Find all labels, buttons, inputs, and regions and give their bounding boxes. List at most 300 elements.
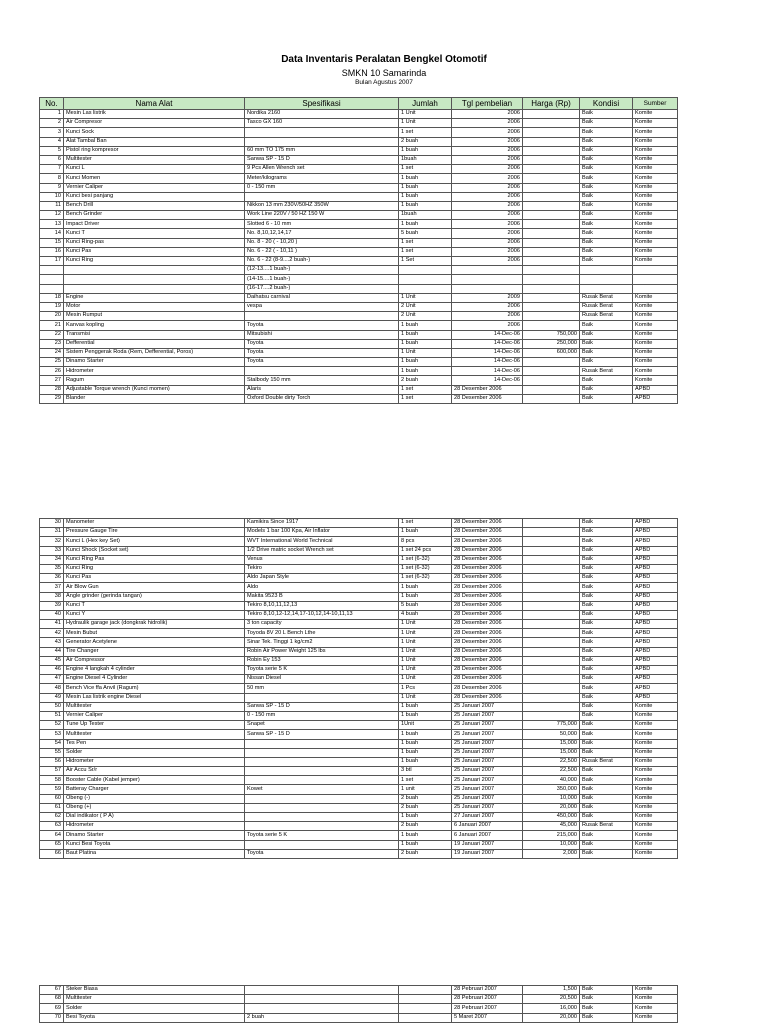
cell-kondisi: Baik [580,183,633,192]
cell-harga [523,367,580,376]
cell-nama-alat: Dinamo Starter [64,358,245,367]
cell-sumber [633,275,678,284]
cell-tgl-pembelian: 2006 [452,302,523,311]
cell-no: 48 [40,684,64,693]
cell-no: 32 [40,537,64,546]
cell-sumber: APBD [633,620,678,629]
cell-tgl-pembelian [452,266,523,275]
cell-tgl-pembelian: 2006 [452,247,523,256]
cell-kondisi: Baik [580,528,633,537]
cell-nama-alat: Steker Biasa [64,986,245,995]
table-row [40,211,678,220]
table-row [40,302,678,311]
cell-harga [523,321,580,330]
cell-no: 47 [40,675,64,684]
cell-tgl-pembelian: 25 Januari 2007 [452,785,523,794]
cell-sumber: Komite [633,211,678,220]
cell-tgl-pembelian: 28 Desember 2006 [452,620,523,629]
cell-jumlah: 5 buah [399,229,452,238]
cell-no: 58 [40,776,64,785]
cell-sumber: Komite [633,146,678,155]
cell-sumber: APBD [633,675,678,684]
table-row [40,174,678,183]
cell-sumber: Komite [633,822,678,831]
cell-harga: 20,000 [523,803,580,812]
cell-kondisi: Baik [580,174,633,183]
table-row [40,146,678,155]
cell-sumber: APBD [633,592,678,601]
document-title: Data Inventaris Peralatan Bengkel Otomotif [281,54,487,65]
cell-spesifikasi: Nordika 2160 [245,110,399,119]
cell-kondisi: Baik [580,684,633,693]
cell-tgl-pembelian: 14-Dec-06 [452,367,523,376]
table-row [40,813,678,822]
cell-kondisi: Rusak Berat [580,822,633,831]
cell-no: 56 [40,757,64,766]
cell-spesifikasi [245,794,399,803]
cell-spesifikasi: Aldo [245,583,399,592]
cell-kondisi: Baik [580,849,633,858]
cell-harga [523,385,580,394]
cell-nama-alat: Sistem Penggerak Roda (Rem, Defferential, Poros) [64,348,245,357]
cell-sumber: APBD [633,394,678,403]
cell-sumber: Komite [633,220,678,229]
table-row [40,610,678,619]
cell-nama-alat: Solder [64,748,245,757]
cell-no: 61 [40,803,64,812]
cell-spesifikasi [245,813,399,822]
cell-spesifikasi [245,803,399,812]
table-row [40,247,678,256]
cell-kondisi: Baik [580,794,633,803]
cell-spesifikasi: vespa [245,302,399,311]
cell-no: 52 [40,721,64,730]
cell-sumber: Komite [633,1013,678,1022]
cell-nama-alat: Solder [64,1004,245,1013]
cell-harga [523,192,580,201]
cell-harga [523,647,580,656]
cell-jumlah: 1 Unit [399,638,452,647]
cell-no [40,275,64,284]
cell-no: 2 [40,119,64,128]
cell-no: 11 [40,201,64,210]
cell-nama-alat: Kunci L [64,165,245,174]
cell-sumber: APBD [633,666,678,675]
cell-spesifikasi [245,776,399,785]
cell-nama-alat: Kunci T [64,229,245,238]
cell-harga: 16,000 [523,1004,580,1013]
table-row [40,711,678,720]
cell-spesifikasi: Toyota serie 5 K [245,666,399,675]
cell-sumber: APBD [633,574,678,583]
table-row [40,1004,678,1013]
cell-tgl-pembelian: 28 Pebruari 2007 [452,1004,523,1013]
cell-tgl-pembelian: 28 Desember 2006 [452,647,523,656]
cell-harga [523,394,580,403]
table-row [40,693,678,702]
cell-sumber: APBD [633,684,678,693]
cell-harga: 20,000 [523,1013,580,1022]
cell-sumber: APBD [633,638,678,647]
cell-tgl-pembelian: 14-Dec-06 [452,339,523,348]
cell-sumber: Komite [633,803,678,812]
cell-spesifikasi: Mitsubishi [245,330,399,339]
cell-harga [523,275,580,284]
cell-nama-alat: Multitester [64,730,245,739]
cell-harga [523,312,580,321]
cell-tgl-pembelian: 25 Januari 2007 [452,767,523,776]
cell-no: 49 [40,693,64,702]
cell-sumber: Komite [633,312,678,321]
cell-nama-alat: Transmisi [64,330,245,339]
cell-harga [523,183,580,192]
cell-no: 39 [40,601,64,610]
cell-nama-alat: Angle grinder (gerinda tangan) [64,592,245,601]
cell-jumlah: 1 Unit [399,675,452,684]
cell-kondisi: Baik [580,110,633,119]
cell-jumlah: 2 buah [399,137,452,146]
cell-kondisi: Baik [580,601,633,610]
table-row [40,803,678,812]
cell-kondisi: Baik [580,702,633,711]
cell-nama-alat: Multitester [64,702,245,711]
cell-harga [523,266,580,275]
cell-harga [523,528,580,537]
cell-no: 34 [40,555,64,564]
cell-no: 12 [40,211,64,220]
cell-nama-alat: Bench Grinder [64,211,245,220]
cell-sumber: Komite [633,721,678,730]
cell-sumber: Komite [633,165,678,174]
cell-nama-alat: Kunci Pas [64,574,245,583]
table-row [40,257,678,266]
cell-spesifikasi: Robin Ey 153 [245,656,399,665]
cell-kondisi: Baik [580,128,633,137]
cell-tgl-pembelian: 28 Desember 2006 [452,601,523,610]
cell-sumber: Komite [633,293,678,302]
cell-kondisi: Baik [580,721,633,730]
cell-no: 65 [40,840,64,849]
cell-tgl-pembelian: 28 Desember 2006 [452,394,523,403]
cell-jumlah: 1 set [399,238,452,247]
cell-sumber: APBD [633,537,678,546]
cell-no: 62 [40,813,64,822]
cell-harga [523,257,580,266]
table-row [40,684,678,693]
cell-tgl-pembelian: 2006 [452,312,523,321]
cell-spesifikasi: Slotted 6 - 10 mm [245,220,399,229]
cell-jumlah: 1 Unit [399,620,452,629]
cell-tgl-pembelian: 25 Januari 2007 [452,702,523,711]
cell-sumber: APBD [633,610,678,619]
cell-jumlah: 1 set [399,394,452,403]
cell-sumber: APBD [633,629,678,638]
cell-sumber: Komite [633,739,678,748]
table-row [40,794,678,803]
cell-sumber: Komite [633,995,678,1004]
cell-spesifikasi: 9 Pcs Allen Wrench set [245,165,399,174]
cell-jumlah: 4 buah [399,610,452,619]
cell-harga [523,610,580,619]
cell-spesifikasi: Tekiro 8,10,11,12,13 [245,601,399,610]
cell-nama-alat: Air Compressor [64,656,245,665]
cell-jumlah: 2 Unit [399,312,452,321]
cell-spesifikasi: Robin Air Power Weight 125 lbs [245,647,399,656]
cell-harga: 215,000 [523,831,580,840]
cell-spesifikasi [245,822,399,831]
cell-harga: 20,500 [523,995,580,1004]
cell-sumber: Komite [633,840,678,849]
cell-jumlah: 1 set [399,385,452,394]
cell-jumlah: 1 Unit [399,629,452,638]
cell-kondisi: Baik [580,137,633,146]
cell-kondisi: Baik [580,803,633,812]
cell-nama-alat: Dinamo Starter [64,831,245,840]
table-row [40,394,678,403]
cell-nama-alat [64,275,245,284]
cell-no: 45 [40,656,64,665]
cell-kondisi: Baik [580,592,633,601]
cell-spesifikasi [245,767,399,776]
cell-sumber [633,266,678,275]
cell-tgl-pembelian: 19 Januari 2007 [452,849,523,858]
cell-kondisi: Baik [580,220,633,229]
cell-jumlah: 1 set (6-32) [399,564,452,573]
cell-sumber: Komite [633,201,678,210]
table-row [40,574,678,583]
cell-spesifikasi: Toyota [245,321,399,330]
cell-spesifikasi: 0 - 150 mm [245,183,399,192]
cell-kondisi: Baik [580,647,633,656]
col-header-nama-alat: Nama Alat [64,98,245,110]
cell-tgl-pembelian: 28 Desember 2006 [452,528,523,537]
cell-harga: 22,500 [523,757,580,766]
table-row [40,592,678,601]
cell-kondisi: Baik [580,831,633,840]
cell-tgl-pembelian: 2006 [452,321,523,330]
table-row [40,620,678,629]
cell-jumlah: 1 Unit [399,119,452,128]
cell-jumlah: 1 buah [399,583,452,592]
cell-sumber: Komite [633,174,678,183]
cell-no: 60 [40,794,64,803]
cell-jumlah: 1 set (6-32) [399,574,452,583]
cell-kondisi: Baik [580,748,633,757]
cell-tgl-pembelian: 2006 [452,146,523,155]
cell-sumber: Komite [633,339,678,348]
cell-spesifikasi [245,192,399,201]
cell-harga: 2,000 [523,849,580,858]
cell-no: 29 [40,394,64,403]
cell-spesifikasi [245,128,399,137]
cell-harga [523,583,580,592]
cell-nama-alat: Kunci Y [64,610,245,619]
cell-harga [523,537,580,546]
cell-nama-alat: Kunci Ring [64,564,245,573]
table-row [40,238,678,247]
cell-nama-alat: Tire Changer [64,647,245,656]
school-name: SMKN 10 Samarinda [341,68,427,78]
cell-harga [523,284,580,293]
cell-harga [523,620,580,629]
cell-no: 31 [40,528,64,537]
cell-nama-alat: Kunci Ring Pas [64,555,245,564]
cell-jumlah: 1 set [399,165,452,174]
cell-harga [523,574,580,583]
cell-jumlah: 1 buah [399,757,452,766]
cell-jumlah: 1Unit [399,721,452,730]
cell-nama-alat: Kunci L (Hex key Set) [64,537,245,546]
cell-tgl-pembelian: 2006 [452,211,523,220]
cell-tgl-pembelian: 28 Desember 2006 [452,564,523,573]
cell-harga [523,229,580,238]
cell-no: 18 [40,293,64,302]
cell-jumlah: 1 buah [399,592,452,601]
table-row [40,721,678,730]
cell-kondisi: Baik [580,693,633,702]
cell-kondisi: Baik [580,785,633,794]
cell-nama-alat: Adjustable Torque wrench (Kunci momen) [64,385,245,394]
cell-jumlah [399,266,452,275]
cell-spesifikasi [245,840,399,849]
cell-tgl-pembelian: 2006 [452,137,523,146]
cell-tgl-pembelian: 28 Desember 2006 [452,592,523,601]
cell-jumlah: 1 set [399,128,452,137]
cell-sumber: APBD [633,385,678,394]
cell-harga: 1,500 [523,986,580,995]
cell-spesifikasi: Toyota [245,339,399,348]
cell-kondisi [580,275,633,284]
cell-harga [523,564,580,573]
cell-harga [523,211,580,220]
table-row [40,229,678,238]
cell-tgl-pembelian: 2006 [452,119,523,128]
cell-tgl-pembelian: 19 Januari 2007 [452,840,523,849]
table-row [40,183,678,192]
cell-kondisi: Baik [580,629,633,638]
cell-kondisi: Baik [580,555,633,564]
cell-kondisi: Baik [580,358,633,367]
cell-sumber: APBD [633,555,678,564]
cell-sumber: APBD [633,519,678,528]
col-header-kondisi: Kondisi [580,98,633,110]
cell-no: 9 [40,183,64,192]
cell-no [40,266,64,275]
cell-no: 35 [40,564,64,573]
cell-harga [523,201,580,210]
cell-tgl-pembelian [452,284,523,293]
cell-harga [523,376,580,385]
cell-jumlah: 1 buah [399,220,452,229]
cell-jumlah: 1 set [399,247,452,256]
table-row [40,564,678,573]
cell-nama-alat: Kunci T [64,601,245,610]
cell-jumlah: 1 buah [399,748,452,757]
cell-jumlah: 1 buah [399,702,452,711]
table-row [40,321,678,330]
cell-spesifikasi: Sanwa SP - 15 D [245,155,399,164]
cell-harga [523,693,580,702]
cell-kondisi: Baik [580,666,633,675]
cell-no: 42 [40,629,64,638]
cell-sumber: Komite [633,119,678,128]
cell-no: 14 [40,229,64,238]
cell-spesifikasi [245,995,399,1004]
cell-tgl-pembelian: 2009 [452,293,523,302]
cell-nama-alat: Pistol ring kompresor [64,146,245,155]
cell-kondisi: Baik [580,1004,633,1013]
cell-sumber: APBD [633,656,678,665]
table-row [40,293,678,302]
cell-jumlah: 1 Unit [399,293,452,302]
cell-no: 57 [40,767,64,776]
cell-tgl-pembelian: 25 Januari 2007 [452,803,523,812]
table-row [40,776,678,785]
table-row [40,367,678,376]
cell-nama-alat: Bench Drill [64,201,245,210]
cell-kondisi: Baik [580,840,633,849]
cell-spesifikasi: Tasco GX 160 [245,119,399,128]
cell-spesifikasi: Sanwa SP - 15 D [245,730,399,739]
cell-sumber: Komite [633,1004,678,1013]
cell-harga [523,638,580,647]
cell-tgl-pembelian: 2006 [452,183,523,192]
cell-kondisi: Baik [580,201,633,210]
cell-harga [523,238,580,247]
cell-no: 40 [40,610,64,619]
cell-spesifikasi: No. 6 - 22 (8-9....2 buah-) [245,257,399,266]
cell-harga [523,702,580,711]
cell-tgl-pembelian: 25 Januari 2007 [452,730,523,739]
cell-kondisi: Baik [580,339,633,348]
cell-no: 25 [40,358,64,367]
cell-no: 70 [40,1013,64,1022]
table-row [40,348,678,357]
cell-no: 8 [40,174,64,183]
cell-nama-alat: Hydraulik garage jack (dongkrak hidrolik) [64,620,245,629]
table-row [40,840,678,849]
cell-no: 50 [40,702,64,711]
table-row [40,831,678,840]
col-header-tgl-pembelian: Tgl pembelian [452,98,523,110]
cell-spesifikasi: (14-15....1 buah-) [245,275,399,284]
cell-nama-alat: Kunci Momen [64,174,245,183]
cell-nama-alat: Besi Toyota [64,1013,245,1022]
cell-jumlah: 8 pcs [399,537,452,546]
cell-nama-alat: Air Compresor [64,119,245,128]
cell-sumber: Komite [633,155,678,164]
cell-harga: 15,000 [523,739,580,748]
cell-sumber: Komite [633,302,678,311]
cell-tgl-pembelian: 25 Januari 2007 [452,711,523,720]
cell-jumlah: 1 Unit [399,666,452,675]
cell-tgl-pembelian: 25 Januari 2007 [452,776,523,785]
cell-spesifikasi: Oxford Double dirty Torch [245,394,399,403]
cell-jumlah: 1 buah [399,711,452,720]
col-header-spesifikasi: Spesifikasi [245,98,399,110]
cell-sumber: APBD [633,528,678,537]
table-row [40,376,678,385]
cell-spesifikasi: Makita 9523 B [245,592,399,601]
cell-nama-alat: Dial indikator ( P A) [64,813,245,822]
cell-kondisi: Baik [580,767,633,776]
table-row [40,986,678,995]
cell-tgl-pembelian: 2006 [452,201,523,210]
cell-tgl-pembelian: 2006 [452,229,523,238]
cell-spesifikasi: Tekiro 8,10,12-12,14,17-10,12,14-10,11,13 [245,610,399,619]
cell-sumber: Komite [633,192,678,201]
table-row [40,339,678,348]
